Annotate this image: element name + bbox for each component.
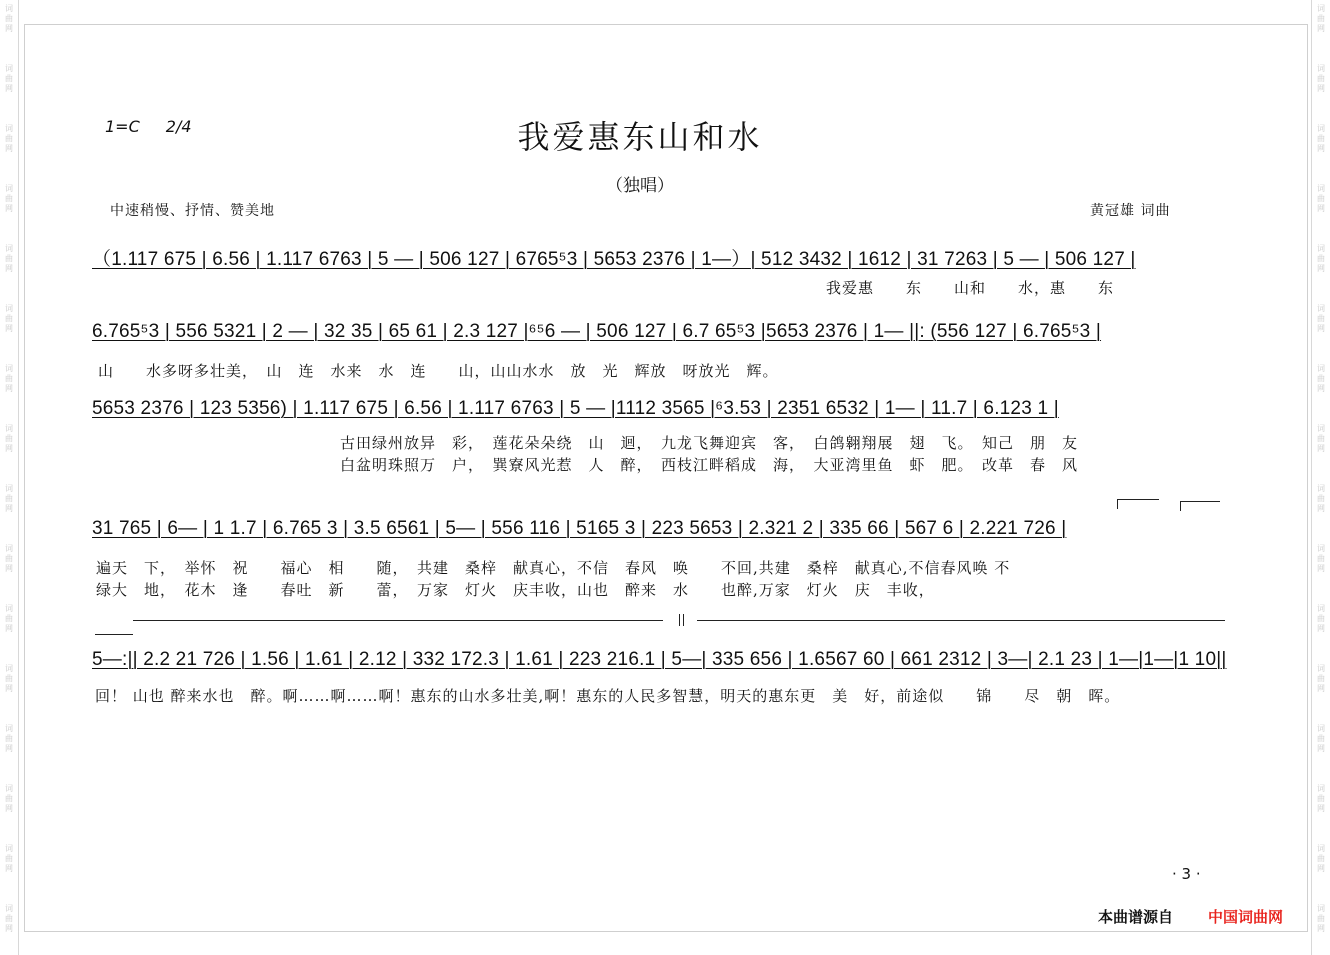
composer-credit: 黄冠雄 词曲: [1090, 203, 1171, 219]
side-watermark-text: 词曲网: [1317, 64, 1325, 93]
lyric-row-2-verse-1: 山 水多呀多壮美， 山 连 水来 水 连 山，山山水水 放 光 辉放 呀放光 辉。: [98, 362, 779, 380]
side-watermark-text: 词曲网: [1317, 664, 1325, 693]
volta-bracket-2-tick: [1180, 501, 1181, 511]
key-label: 1=C: [105, 117, 140, 136]
side-watermark-text: 词曲网: [1317, 124, 1325, 153]
notation-row-4: 31 765 | 6— | 1 1.7 | 6.765 3 | 3.5 6561 | 5— | 556 116 | 5165 3 | 223 5653 | 2.321 2 | 335 66 | 567 6 | 2.221 726 |: [92, 518, 1067, 539]
notation-row-2: 6.765⁵3 | 556 5321 | 2 — | 32 35 | 65 61 | 2.3 127 |⁶⁵6 — | 506 127 | 6.7 65⁵3 |5653 2376 | 1— ||: (556 127 | 6.765⁵3 |: [92, 321, 1102, 342]
double-bar-mark-1: [679, 614, 680, 626]
source-site-link[interactable]: 中国词曲网: [1208, 908, 1284, 926]
notation-row-3: 5653 2376 | 123 5356) | 1.117 675 | 6.56 | 1.117 6763 | 5 — |1112 3565 |⁶3.53 | 2351 6532 | 1— | 11.7 | 6.123 1 |: [92, 398, 1059, 419]
side-watermark-text: 词曲网: [5, 424, 13, 453]
lyric-row-5-verse-1: 回！ 山也 醉来水也 醉。啊……啊……啊！惠东的山水多壮美,啊！惠东的人民多智慧，明天的惠东更 美 好，前途似 锦 尽 朝 晖。: [95, 687, 1121, 705]
side-watermark-text: 词曲网: [1317, 784, 1325, 813]
side-watermark-text: 词曲网: [5, 124, 13, 153]
source-label: 本曲谱源自: [1098, 908, 1174, 926]
side-watermark-text: 词曲网: [5, 724, 13, 753]
side-watermark-text: 词曲网: [1317, 364, 1325, 393]
lyric-row-3-verse-1: 古田绿州放异 彩， 莲花朵朵绕 山 迴， 九龙飞舞迎宾 客， 白鸽翱翔展 翅 飞。 知己 朋 友: [340, 434, 1079, 452]
meter-label: 2/4: [165, 117, 192, 136]
notation-row-1: （1.117 675 | 6.56 | 1.117 6763 | 5 — | 506 127 | 6765⁵3 | 5653 2376 | 1—）| 512 3432 | 1612 | 31 7263 | 5 — | 506 127 |: [92, 249, 1136, 270]
side-watermark-text: 词曲网: [1317, 424, 1325, 453]
side-watermark-text: 词曲网: [1317, 604, 1325, 633]
lyric-row-4-verse-1: 遍天 下， 举怀 祝 福心 相 随， 共建 桑梓 献真心，不信 春风 唤 不回,共建 桑梓 献真心,不信春风唤 不: [96, 559, 1011, 577]
lyric-row-3-verse-2: 白盆明珠照万 户， 巽寮风光惹 人 醉， 西枝江畔稻成 海， 大亚湾里鱼 虾 肥。 改革 春 风: [340, 456, 1079, 474]
side-watermark-text: 词曲网: [5, 784, 13, 813]
side-watermark-text: 词曲网: [5, 844, 13, 873]
volta-bracket-1-tick: [1117, 499, 1118, 509]
side-watermark-text: 词曲网: [5, 364, 13, 393]
side-watermark-text: 词曲网: [1317, 904, 1325, 933]
side-watermark-text: 词曲网: [5, 484, 13, 513]
side-watermark-text: 词曲网: [1317, 844, 1325, 873]
right-watermark-strip: [1311, 0, 1330, 955]
side-watermark-text: 词曲网: [5, 664, 13, 693]
volta-bracket-1: [1117, 499, 1159, 500]
side-watermark-text: 词曲网: [1317, 184, 1325, 213]
side-watermark-text: 词曲网: [5, 604, 13, 633]
side-watermark-text: 词曲网: [5, 304, 13, 333]
side-watermark-text: 词曲网: [5, 544, 13, 573]
ending-bracket-left: [95, 634, 133, 635]
double-bar-mark-2: [683, 614, 684, 626]
key-signature: [105, 117, 192, 136]
side-watermark-text: 词曲网: [1317, 724, 1325, 753]
side-watermark-text: 词曲网: [1317, 4, 1325, 33]
lyric-row-1-verse-1: 我爱惠 东 山和 水，惠 东: [826, 279, 1115, 297]
side-watermark-text: 词曲网: [5, 4, 13, 33]
side-watermark-text: 词曲网: [1317, 304, 1325, 333]
ending-line-left: [133, 620, 663, 621]
side-watermark-text: 词曲网: [1317, 484, 1325, 513]
lyric-row-4-verse-2: 绿大 地， 花木 逢 春吐 新 蕾， 万家 灯火 庆丰收，山也 醉来 水 也醉,万家 灯火 庆 丰收，: [96, 581, 935, 599]
ending-line-right: [697, 620, 1225, 621]
song-subtitle: （独唱）: [606, 176, 674, 196]
side-watermark-text: 词曲网: [5, 64, 13, 93]
song-title: 我爱惠东山和水: [517, 118, 763, 156]
left-watermark-strip: [0, 0, 19, 955]
side-watermark-text: 词曲网: [1317, 244, 1325, 273]
notation-row-5: 5—:|| 2.2 21 726 | 1.56 | 1.61 | 2.12 | 332 172.3 | 1.61 | 223 216.1 | 5—| 335 656 | 1.6567 60 | 661 2312 | 3—| 2.1 23 | 1—|1—|1 10||: [92, 649, 1227, 670]
side-watermark-text: 词曲网: [5, 184, 13, 213]
volta-bracket-2: [1180, 501, 1220, 502]
score-frame: [24, 24, 1308, 932]
tempo-marking: 中速稍慢、抒情、赞美地: [110, 203, 275, 219]
page-number: · 3 ·: [1172, 865, 1201, 883]
side-watermark-text: 词曲网: [5, 904, 13, 933]
side-watermark-text: 词曲网: [5, 244, 13, 273]
side-watermark-text: 词曲网: [1317, 544, 1325, 573]
